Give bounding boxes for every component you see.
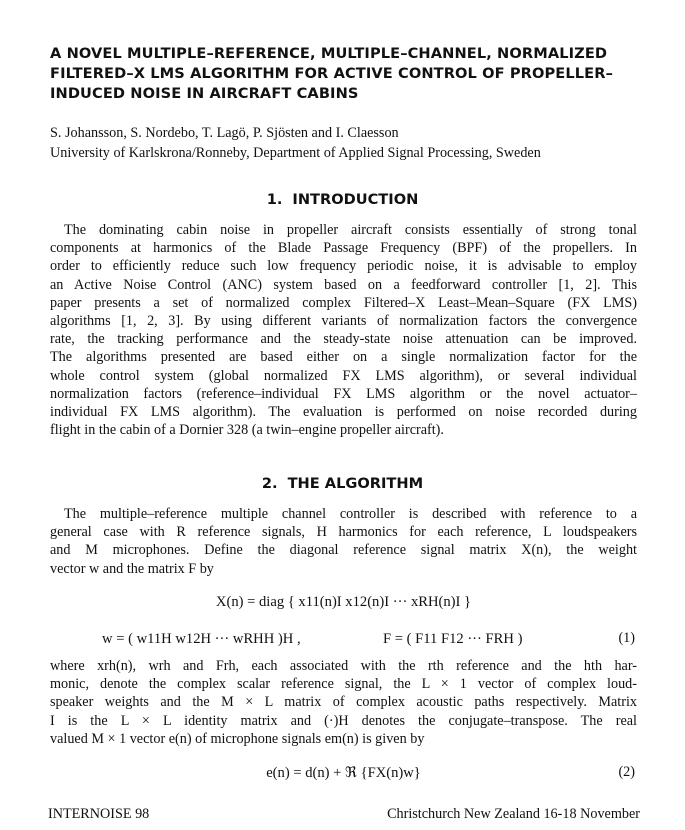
text-line: vector w and the matrix F by xyxy=(50,560,214,577)
section-number: 1. xyxy=(266,191,283,208)
text-line: individual FX LMS algorithm). The evaluation is performed on noise recorded during xyxy=(50,403,637,420)
paper-title xyxy=(50,44,650,104)
text-line: components at harmonics of the Blade Passage Frequency (BPF) of the propellers. In xyxy=(50,240,637,257)
text-line: valued M × 1 vector e(n) of microphone signals em(n) is given by xyxy=(50,730,425,747)
text-line: and M microphones. Define the diagonal reference signal matrix X(n), the weight xyxy=(50,542,637,559)
text-line: paper presents a set of normalized complex Filtered–X Least–Mean–Square (FX LMS) xyxy=(50,294,637,311)
authors: S. Johansson, S. Nordebo, T. Lagö, P. Sjösten and I. Claesson xyxy=(50,125,399,141)
text-line: algorithms [1, 2, 3]. By using different variants of normalization factors the convergence xyxy=(50,312,637,329)
section-number: 2. xyxy=(261,475,278,492)
title-line: INDUCED NOISE IN AIRCRAFT CABINS xyxy=(50,85,359,102)
section-title: THE ALGORITHM xyxy=(287,475,424,492)
text-line: flight in the cabin of a Dornier 328 (a twin–engine propeller aircraft). xyxy=(50,422,444,439)
equation-text: X(n) = diag { x11(n)I x12(n)I ··· xRH(n)I } xyxy=(215,594,472,610)
text-line: order to efficiently reduce such low frequency periodic noise, it is advisable to employ xyxy=(50,258,637,275)
equation-2 xyxy=(50,762,637,784)
text-line: normalization factors (reference–individual FX LMS algorithm or the novel actuator– xyxy=(50,385,637,402)
section-title: INTRODUCTION xyxy=(292,191,419,208)
text-line: an Active Noise Control (ANC) system based on a feedforward controller [1, 2]. This xyxy=(50,276,637,293)
text-line: whole control system (global normalized FX LMS algorithm), or several individual xyxy=(50,367,637,384)
text-line: general case with R reference signals, H harmonics for each reference, L loudspeakers xyxy=(50,524,637,541)
text-line: rate, the tracking performance and the steady-state noise attenuation can be improved. xyxy=(50,331,637,348)
section-heading-introduction xyxy=(0,191,685,209)
text-line: The dominating cabin noise in propeller aircraft consists essentially of strong tonal xyxy=(64,222,637,238)
equation-w: w = ( w11H w12H ··· wRHH )H , xyxy=(102,631,301,647)
text-line: I is the L × L identity matrix and (·)H denotes the conjugate–transpose. The real xyxy=(50,712,637,729)
text-line: where xrh(n), wrh and Frh, each associated with the rth reference and the hth har- xyxy=(50,658,637,674)
title-line: FILTERED–X LMS ALGORITHM FOR ACTIVE CONTROL OF PROPELLER– xyxy=(50,65,613,82)
text-line: The multiple–reference multiple channel controller is described with reference to a xyxy=(64,506,637,522)
equation-text: e(n) = d(n) + ℜ {FX(n)w} xyxy=(266,765,421,781)
equation-F: F = ( F11 F12 ··· FRH ) xyxy=(383,631,523,647)
footer-location-date: Christchurch New Zealand 16-18 November xyxy=(387,806,640,822)
section-heading-algorithm xyxy=(0,475,685,493)
author-block xyxy=(50,123,650,163)
equation-number-2: (2) xyxy=(618,764,635,780)
algorithm-paragraph xyxy=(50,505,637,578)
title-line: A NOVEL MULTIPLE–REFERENCE, MULTIPLE–CHANNEL, NORMALIZED xyxy=(50,45,608,62)
text-line: monic, denote the complex scalar reference signal, the L × 1 vector of complex loud- xyxy=(50,676,637,693)
intro-paragraph xyxy=(50,221,637,439)
definition-paragraph xyxy=(50,657,637,748)
footer-conference: INTERNOISE 98 xyxy=(48,806,150,822)
equation-X xyxy=(50,591,637,613)
affiliation: University of Karlskrona/Ronneby, Department of Applied Signal Processing, Sweden xyxy=(50,145,541,161)
text-line: The algorithms presented are based either on a single normalization factor for the xyxy=(50,349,637,366)
text-line: speaker weights and the M × L matrix of complex acoustic paths respectively. Matrix xyxy=(50,694,637,711)
equation-number-1: (1) xyxy=(618,630,635,646)
